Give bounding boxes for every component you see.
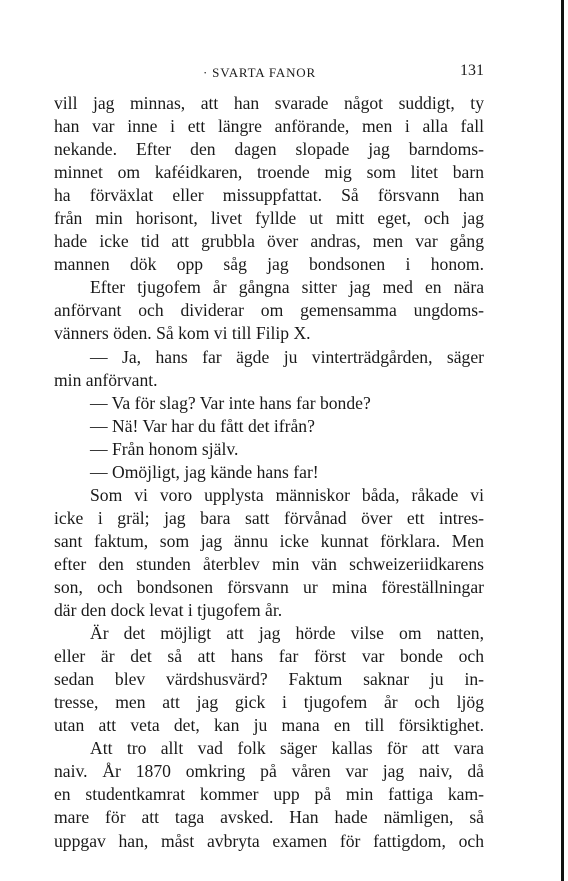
text-line: vänners öden. Så kom vi till Filip X. bbox=[54, 323, 311, 344]
text-line: — Va för slag? Var inte hans far bonde? bbox=[90, 392, 371, 413]
text-line: eller är det så att hans far först var bonde och bbox=[54, 646, 484, 667]
text-line: hade icke tid att grubbla över andras, men var gång bbox=[54, 231, 484, 252]
text-line: Att tro allt vad folk säger kallas för att vara bbox=[90, 738, 484, 759]
text-line: naiv. År 1870 omkring på våren var jag naiv, då bbox=[54, 761, 484, 782]
text-line: nekande. Efter den dagen slopade jag barndoms- bbox=[54, 139, 484, 160]
page-edge bbox=[561, 0, 564, 881]
text-line: Efter tjugofem år gångna sitter jag med en nära bbox=[90, 277, 484, 298]
text-line: ha förväxlat eller missuppfattat. Så försvann han bbox=[54, 185, 484, 206]
text-line: — Ja, hans far ägde ju vinterträdgården, säger bbox=[90, 346, 484, 367]
text-line: minnet om kaféidkaren, troende mig som litet barn bbox=[54, 162, 484, 183]
page-header bbox=[54, 62, 484, 82]
text-line: från min horisont, livet fyllde ut mitt eget, och jag bbox=[54, 208, 484, 229]
text-line: uppgav han, måst avbryta examen för fattigdom, och bbox=[54, 830, 484, 851]
text-line: — Från honom själv. bbox=[90, 438, 239, 459]
text-line: sedan blev värdshusvärd? Faktum saknar ju in- bbox=[54, 669, 484, 690]
text-line: Som vi voro upplysta människor båda, råkade vi bbox=[90, 484, 484, 505]
text-line: efter den stunden återblev min vän schweizeriidkarens bbox=[54, 553, 484, 574]
text-line: sant faktum, som jag ännu icke kunnat förklara. Men bbox=[54, 530, 484, 551]
text-line: mare för att taga avsked. Han hade nämligen, så bbox=[54, 807, 484, 828]
text-line: han var inne i ett längre anförande, men i alla fall bbox=[54, 116, 484, 137]
page-number: 131 bbox=[460, 62, 484, 79]
text-line: min anförvant. bbox=[54, 369, 158, 390]
text-line: tresse, men att jag gick i tjugofem år och ljög bbox=[54, 692, 484, 713]
text-line: där den dock levat i tjugofem år. bbox=[54, 600, 283, 621]
text-line: Är det möjligt att jag hörde vilse om natten, bbox=[90, 623, 484, 644]
text-line: — Nä! Var har du fått det ifrån? bbox=[90, 415, 315, 436]
text-line: utan att veta det, kan ju mana en till försiktighet. bbox=[54, 715, 484, 736]
text-line: icke i gräl; jag bara satt förvånad över ett intres- bbox=[54, 507, 484, 528]
text-line: anförvant och dividerar om gemensamma ungdoms- bbox=[54, 300, 484, 321]
text-line: — Omöjligt, jag kände hans far! bbox=[90, 461, 319, 482]
text-line: mannen dök opp såg jag bondsonen i honom. bbox=[54, 254, 484, 275]
body-text bbox=[54, 92, 484, 853]
text-line: son, och bondsonen försvann ur mina föreställningar bbox=[54, 576, 484, 597]
text-line: vill jag minnas, att han svarade något suddigt, ty bbox=[54, 93, 484, 113]
text-line: en studentkamrat kommer upp på min fattiga kam- bbox=[54, 784, 484, 805]
running-head: · SVARTA FANOR bbox=[203, 65, 316, 80]
